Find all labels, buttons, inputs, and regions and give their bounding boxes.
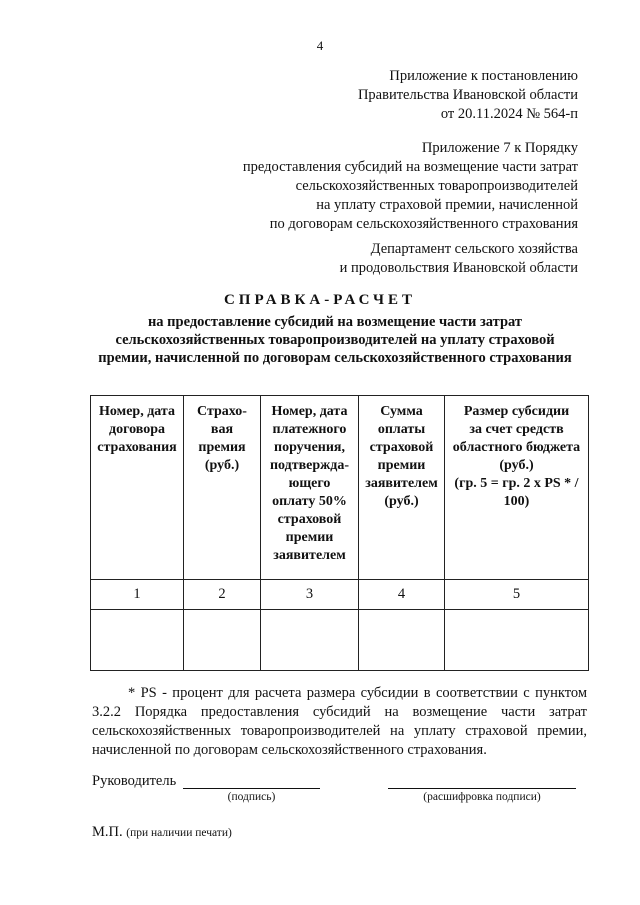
- appendix-procedure-line: по договорам сельскохозяйственного страхования: [269, 216, 578, 232]
- column-number-cell: 3: [261, 580, 359, 610]
- data-cell[interactable]: [91, 610, 184, 671]
- document-subtitle: на предоставление субсидий на возмещение части затрат сельскохозяйственных товаропроизводителей на уплату страховой премии, начисленной по договорам сельскохозяйственного страхования: [98, 314, 572, 366]
- table-column-number-row: [91, 580, 589, 610]
- header-cell-contract: Номер, дата договора страхования: [91, 396, 184, 580]
- column-number-cell: 4: [359, 580, 445, 610]
- table-data-row: [91, 610, 589, 671]
- stamp-block: [92, 824, 232, 841]
- appendix-resolution-line: Правительства Ивановской области: [357, 87, 578, 103]
- signature-label: Руководитель: [92, 773, 177, 789]
- column-number-cell: 1: [91, 580, 184, 610]
- table-header-row: [91, 396, 589, 580]
- appendix-procedure-line: Приложение 7 к Порядку: [421, 140, 578, 156]
- header-cell-subsidy: Размер субсидии за счет средств областного бюджета (руб.) (гр. 5 = гр. 2 х PS * / 100): [445, 396, 589, 580]
- addressee-line: Департамент сельского хозяйства: [370, 241, 578, 257]
- addressee-line: и продовольствия Ивановской области: [339, 260, 578, 276]
- signature-block: [92, 773, 176, 790]
- header-cell-payment-order: Номер, дата платежного поручения, подтвержда- ющего оплату 50% страховой премии заявителем: [261, 396, 359, 580]
- data-cell[interactable]: [445, 610, 589, 671]
- appendix-resolution-line: от 20.11.2024 № 564-п: [440, 106, 578, 122]
- column-number-cell: 2: [184, 580, 261, 610]
- column-number-cell: 5: [445, 580, 589, 610]
- data-cell[interactable]: [184, 610, 261, 671]
- appendix-procedure-line: на уплату страховой премии, начисленной: [316, 197, 578, 213]
- signature-decoding-caption: (расшифровка подписи): [423, 791, 541, 803]
- signature-line[interactable]: [183, 774, 320, 789]
- appendix-resolution-line: Приложение к постановлению: [389, 68, 578, 84]
- appendix-resolution: [358, 67, 578, 124]
- appendix-procedure-line: сельскохозяйственных товаропроизводителей: [295, 178, 578, 194]
- signature-caption: (подпись): [227, 791, 276, 803]
- data-cell[interactable]: [261, 610, 359, 671]
- appendix-procedure-line: предоставления субсидий на возмещение части затрат: [242, 159, 578, 175]
- appendix-procedure: [243, 139, 578, 234]
- header-cell-paid-amount: Сумма оплаты страховой премии заявителем (руб.): [359, 396, 445, 580]
- footnote-ps: * PS - процент для расчета размера субсидии в соответствии с пунктом 3.2.2 Порядка предоставления субсидий на возмещение части затрат сельскохозяйственных товаропроизводителей на уплату страховой премии, начисленной по договорам сельскохозяйственного страхования.: [92, 685, 587, 758]
- stamp-note: (при наличии печати): [126, 827, 232, 839]
- data-cell[interactable]: [359, 610, 445, 671]
- page-number: 4: [316, 38, 324, 53]
- signature-decoding-line[interactable]: [388, 774, 576, 789]
- stamp-label: М.П.: [92, 824, 123, 840]
- calculation-table: [90, 395, 589, 671]
- document-title: СПРАВКА-РАСЧЕТ: [223, 292, 417, 308]
- header-cell-premium: Страхо- вая премия (руб.): [184, 396, 261, 580]
- addressee: [340, 240, 578, 278]
